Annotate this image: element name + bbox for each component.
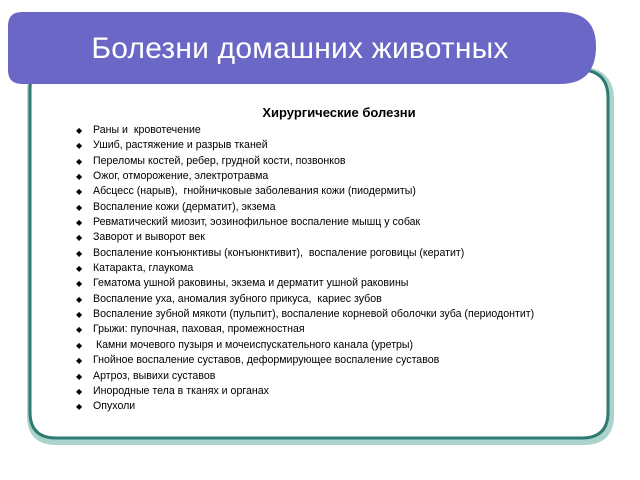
list-item	[74, 277, 574, 290]
bullet-icon: ◆	[76, 402, 83, 412]
bullet-icon: ◆	[76, 325, 83, 335]
list-item-text: Воспаление уха, аномалия зубного прикуса, кариес зубов	[93, 292, 382, 305]
bullet-icon: ◆	[76, 356, 83, 366]
list-item	[74, 155, 574, 168]
list-item-text: Гнойное воспаление суставов, деформирующее воспаление суставов	[93, 354, 440, 367]
list-item	[74, 231, 574, 244]
bullet-icon: ◆	[76, 371, 83, 381]
list-item-text: Инородные тела в тканях и органах	[93, 384, 269, 397]
list-item-text: Заворот и выворот век	[93, 231, 205, 244]
list-item-text: Ушиб, растяжение и разрыв тканей	[93, 139, 268, 152]
list-item	[74, 293, 574, 306]
list-item-text: Воспаление зубной мякоти (пульпит), воспаление корневой оболочки зуба (периодонтит)	[93, 308, 535, 321]
bullet-icon: ◆	[76, 386, 83, 396]
list-item-text: Переломы костей, ребер, грудной кости, позвонков	[93, 154, 346, 167]
bullet-icon: ◆	[76, 218, 83, 228]
bullet-icon: ◆	[76, 172, 83, 182]
bullet-icon: ◆	[76, 233, 83, 243]
slide-content	[74, 104, 574, 416]
bullet-icon: ◆	[76, 340, 83, 350]
bullet-icon: ◆	[76, 202, 83, 212]
bullet-icon: ◆	[76, 248, 83, 258]
bullet-icon: ◆	[76, 187, 83, 197]
list-item	[74, 247, 574, 260]
list-item	[74, 124, 574, 137]
list-item-text: Гематома ушной раковины, экзема и дерматит ушной раковины	[93, 277, 409, 290]
list-item-text: Катаракта, глаукома	[93, 262, 194, 275]
list-item-text: Раны и кровотечение	[93, 124, 201, 136]
list-item	[74, 354, 574, 367]
list-item	[74, 139, 574, 152]
list-item	[74, 339, 574, 352]
bullet-icon: ◆	[76, 264, 83, 274]
list-item	[74, 323, 574, 336]
list-item-text: Опухоли	[93, 400, 136, 413]
list-item	[74, 370, 574, 383]
bullet-icon: ◆	[76, 294, 83, 304]
bullet-icon: ◆	[76, 156, 83, 166]
list-item	[74, 201, 574, 214]
list-item-text: Ревматический миозит, эозинофильное воспаление мышц у собак	[93, 216, 421, 229]
list-item	[74, 216, 574, 229]
list-item	[74, 262, 574, 275]
list-item-text: Воспаление конъюнктивы (конъюнктивит), воспаление роговицы (кератит)	[93, 246, 465, 259]
list-item-text: Воспаление кожи (дерматит), экзема	[93, 200, 276, 213]
list-item-text: Абсцесс (нарыв), гнойничковые заболевания кожи (пиодермиты)	[93, 185, 416, 198]
list-item	[74, 308, 574, 321]
bullet-icon: ◆	[76, 141, 83, 151]
list-item-text: Грыжи: пупочная, паховая, промежностная	[93, 323, 305, 336]
list-item-text: Камни мочевого пузыря и мочеиспускательного канала (уретры)	[93, 338, 414, 351]
bullet-icon: ◆	[76, 310, 83, 320]
bullet-icon: ◆	[76, 126, 83, 135]
list-item-text: Ожог, отморожение, электротравма	[93, 170, 269, 183]
section-heading: Хирургические болезни	[262, 105, 416, 120]
list-item-text: Артроз, вывихи суставов	[93, 369, 216, 382]
list-item	[74, 170, 574, 183]
bullet-icon: ◆	[76, 279, 83, 289]
disease-list	[74, 124, 574, 413]
slide-title: Болезни домашних животных	[91, 32, 509, 65]
list-item	[74, 185, 574, 198]
list-item	[74, 385, 574, 398]
list-item	[74, 400, 574, 413]
